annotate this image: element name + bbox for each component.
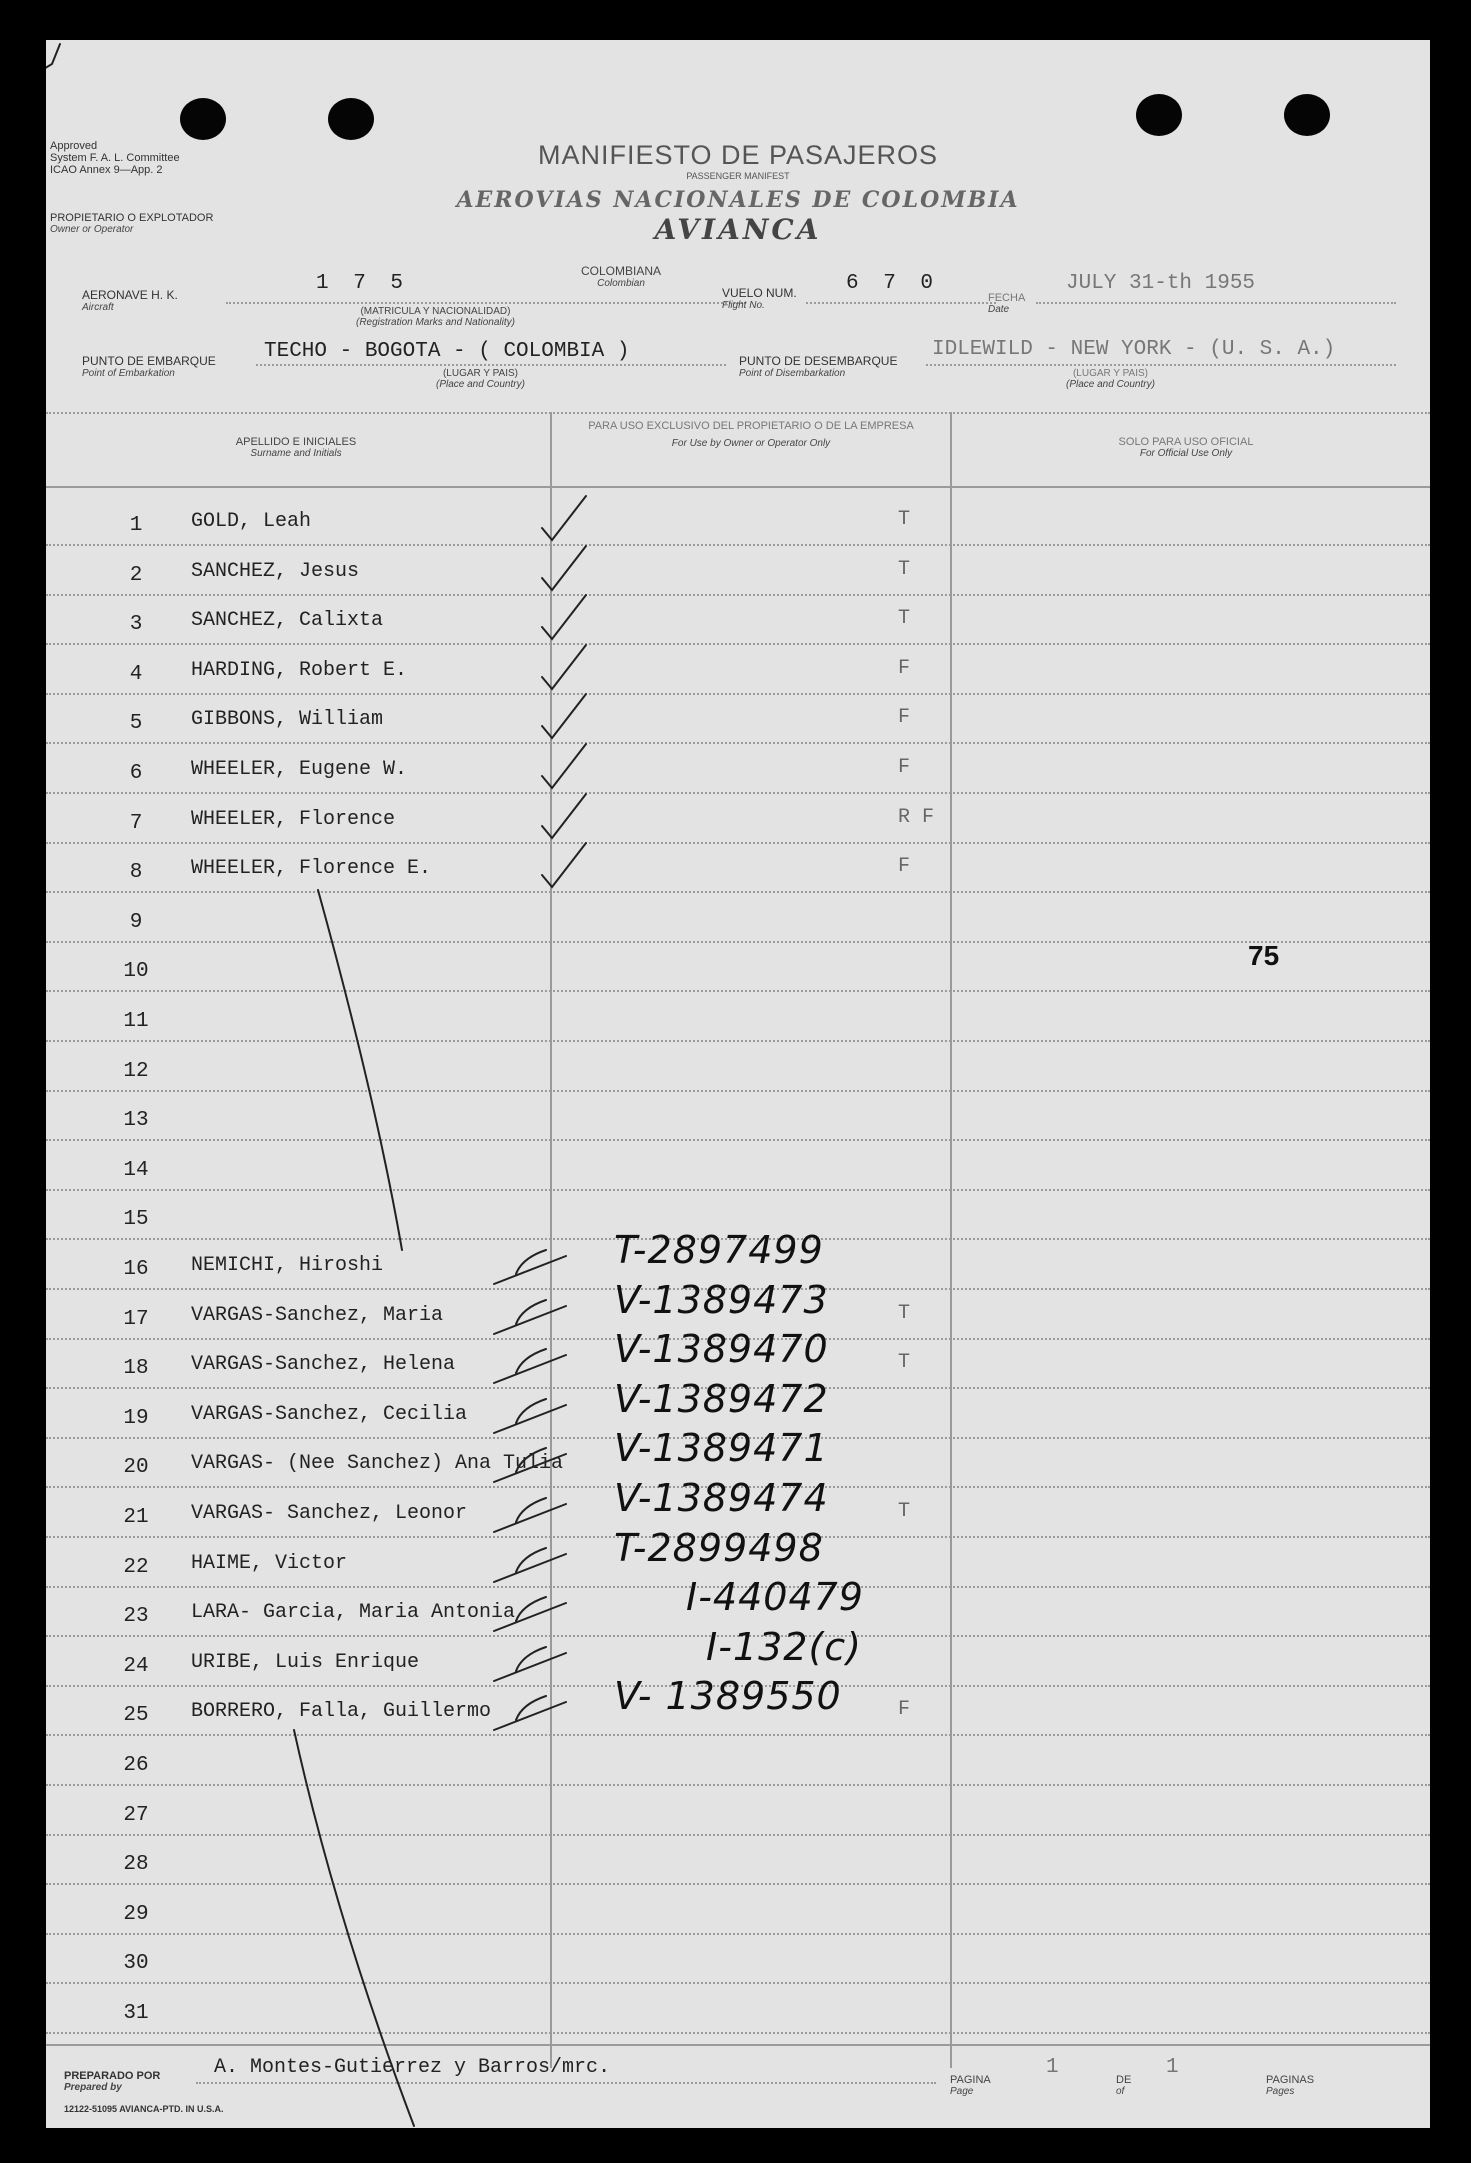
passport-number: T-2897499 <box>614 1228 824 1272</box>
passenger-name: SANCHEZ, Calixta <box>191 609 384 632</box>
passenger-name: NEMICHI, Hiroshi <box>191 1254 384 1277</box>
date-value: JULY 31-th 1955 <box>1066 272 1256 295</box>
check-mark <box>494 1647 566 1681</box>
aircraft-label: AERONAVE H. K. Aircraft <box>82 288 178 313</box>
registration-caption: (MATRICULA Y NACIONALIDAD) (Registration Marks and Nationality) <box>356 306 515 328</box>
row-number: 20 <box>123 1456 149 1479</box>
row-number: 8 <box>129 861 143 884</box>
passport-number: I-440479 <box>686 1575 864 1619</box>
row-number: 16 <box>123 1258 149 1281</box>
passenger-name: LARA- Garcia, Maria Antonia <box>191 1601 516 1624</box>
check-mark <box>542 496 586 540</box>
row-number: 28 <box>123 1853 149 1876</box>
row-number: 21 <box>123 1506 149 1529</box>
row-number: 5 <box>129 712 143 735</box>
passenger-name: VARGAS-Sanchez, Helena <box>191 1353 456 1376</box>
pen-marks <box>46 40 1430 2128</box>
passenger-code: F <box>898 756 911 779</box>
flight-value: 6 7 0 <box>846 272 940 295</box>
passenger-name: WHEELER, Florence E. <box>191 857 432 880</box>
passenger-code: F <box>898 1698 911 1721</box>
row-number: 24 <box>123 1655 149 1678</box>
column-name-header: APELLIDO E INICIALES Surname and Initials <box>235 436 357 459</box>
check-mark <box>494 1399 566 1433</box>
passenger-code: T <box>898 607 911 630</box>
date-label: FECHA Date <box>988 292 1026 315</box>
check-mark <box>542 694 586 738</box>
check-mark <box>494 1250 566 1284</box>
check-mark <box>494 1696 566 1730</box>
passenger-name: BORRERO, Falla, Guillermo <box>191 1700 492 1723</box>
manifest-page <box>46 40 1430 2128</box>
row-number: 13 <box>123 1109 149 1132</box>
passenger-code: F <box>898 855 911 878</box>
embark-label: PUNTO DE EMBARQUE Point of Embarkation <box>82 354 216 379</box>
row-number: 1 <box>129 514 143 537</box>
check-mark <box>542 595 586 639</box>
row-number: 12 <box>123 1060 149 1083</box>
row-number: 23 <box>123 1605 149 1628</box>
disembark-value: IDLEWILD - NEW YORK - (U. S. A.) <box>932 338 1336 361</box>
place-caption: (LUGAR Y PAIS) (Place and Country) <box>436 368 525 390</box>
passenger-name: VARGAS- Sanchez, Leonor <box>191 1502 468 1525</box>
passenger-code: T <box>898 1500 911 1523</box>
check-mark <box>494 1300 566 1334</box>
passport-number: T-2899498 <box>614 1526 824 1570</box>
handwritten-annotation: 75 <box>1248 940 1280 971</box>
row-number: 11 <box>123 1010 149 1033</box>
of-label: DE of <box>1116 2074 1132 2097</box>
column-owner-header: PARA USO EXCLUSIVO DEL PROPIETARIO O DE LA EMPRESA For Use by Owner or Operator Only <box>588 420 914 449</box>
check-mark <box>494 1498 566 1532</box>
row-number: 15 <box>123 1208 149 1231</box>
embark-value: TECHO - BOGOTA - ( COLOMBIA ) <box>264 340 630 363</box>
row-number: 30 <box>123 1952 149 1975</box>
owner-label: PROPIETARIO O EXPLOTADOR Owner or Operator <box>50 212 214 235</box>
check-mark <box>494 1448 566 1482</box>
passenger-code: T <box>898 508 911 531</box>
airline-name: AEROVIAS NACIONALES DE COLOMBIA <box>456 187 1020 213</box>
passenger-name: GOLD, Leah <box>191 510 312 533</box>
passport-number: V-1389472 <box>614 1377 829 1421</box>
check-mark <box>542 546 586 590</box>
title-block: MANIFIESTO DE PASAJEROS PASSENGER MANIFEST AEROVIAS NACIONALES DE COLOMBIA AVIANCA <box>46 140 1430 246</box>
check-mark <box>494 1597 566 1631</box>
passport-number: V-1389474 <box>614 1476 829 1520</box>
prepared-label: PREPARADO POR Prepared by <box>64 2070 161 2093</box>
row-number: 17 <box>123 1308 149 1331</box>
brand-name: AVIANCA <box>654 213 822 246</box>
row-number: 31 <box>123 2002 149 2025</box>
check-mark <box>542 744 586 788</box>
passenger-code: R F <box>898 806 935 829</box>
approval-block: Approved System F. A. L. Committee ICAO Annex 9—App. 2 <box>50 140 180 176</box>
passport-number: V- 1389550 <box>614 1674 842 1718</box>
check-mark <box>542 645 586 689</box>
nationality: COLOMBIANA Colombian <box>581 264 662 289</box>
column-official-header: SOLO PARA USO OFICIAL For Official Use Only <box>1118 436 1254 459</box>
row-number: 6 <box>129 762 143 785</box>
check-mark <box>542 794 586 838</box>
check-mark <box>494 1548 566 1582</box>
prepared-value: A. Montes-Gutierrez y Barros/mrc. <box>214 2056 611 2079</box>
pages-label: PAGINAS Pages <box>1266 2074 1315 2097</box>
passenger-name: VARGAS- (Nee Sanchez) Ana Tulia <box>191 1452 564 1475</box>
passenger-name: VARGAS-Sanchez, Maria <box>191 1304 444 1327</box>
passenger-code: T <box>898 1302 911 1325</box>
page-value: 1 <box>1046 2056 1059 2079</box>
row-number: 2 <box>129 564 143 587</box>
passenger-name: WHEELER, Florence <box>191 808 396 831</box>
passenger-code: T <box>898 558 911 581</box>
disembark-label: PUNTO DE DESEMBARQUE Point of Disembarkation <box>739 354 898 379</box>
passport-number: V-1389471 <box>614 1426 829 1470</box>
passport-number: V-1389470 <box>614 1327 829 1371</box>
row-number: 14 <box>123 1159 149 1182</box>
passenger-name: GIBBONS, William <box>191 708 384 731</box>
check-mark <box>542 843 586 887</box>
row-number: 25 <box>123 1704 149 1727</box>
passenger-name: URIBE, Luis Enrique <box>191 1651 420 1674</box>
row-number: 22 <box>123 1556 149 1579</box>
flight-label: VUELO NUM. Flight No. <box>722 286 797 311</box>
passenger-name: HAIME, Victor <box>191 1552 348 1575</box>
passenger-code: F <box>898 706 911 729</box>
page-label: PAGINA Page <box>950 2074 991 2097</box>
row-number: 19 <box>123 1407 149 1430</box>
row-number: 26 <box>123 1754 149 1777</box>
place-caption-2: (LUGAR Y PAIS) (Place and Country) <box>1066 368 1155 390</box>
passenger-code: F <box>898 657 911 680</box>
aircraft-value: 1 7 5 <box>316 272 410 295</box>
page-title: MANIFIESTO DE PASAJEROS <box>537 140 939 170</box>
print-code: 12122-51095 AVIANCA-PTD. IN U.S.A. <box>64 2104 224 2114</box>
pages-value: 1 <box>1166 2056 1179 2079</box>
row-number: 4 <box>129 663 143 686</box>
row-number: 27 <box>123 1804 149 1827</box>
row-number: 3 <box>129 613 143 636</box>
passenger-name: SANCHEZ, Jesus <box>191 560 360 583</box>
row-number: 29 <box>123 1903 149 1926</box>
row-number: 10 <box>123 960 149 983</box>
row-number: 18 <box>123 1357 149 1380</box>
row-number: 7 <box>129 812 143 835</box>
row-number: 9 <box>129 911 143 934</box>
passport-number: I-132(c) <box>706 1625 862 1669</box>
passenger-name: WHEELER, Eugene W. <box>191 758 408 781</box>
passenger-code: T <box>898 1351 911 1374</box>
passenger-name: VARGAS-Sanchez, Cecilia <box>191 1403 468 1426</box>
passenger-name: HARDING, Robert E. <box>191 659 408 682</box>
passport-number: V-1389473 <box>614 1278 829 1322</box>
check-mark <box>494 1349 566 1383</box>
